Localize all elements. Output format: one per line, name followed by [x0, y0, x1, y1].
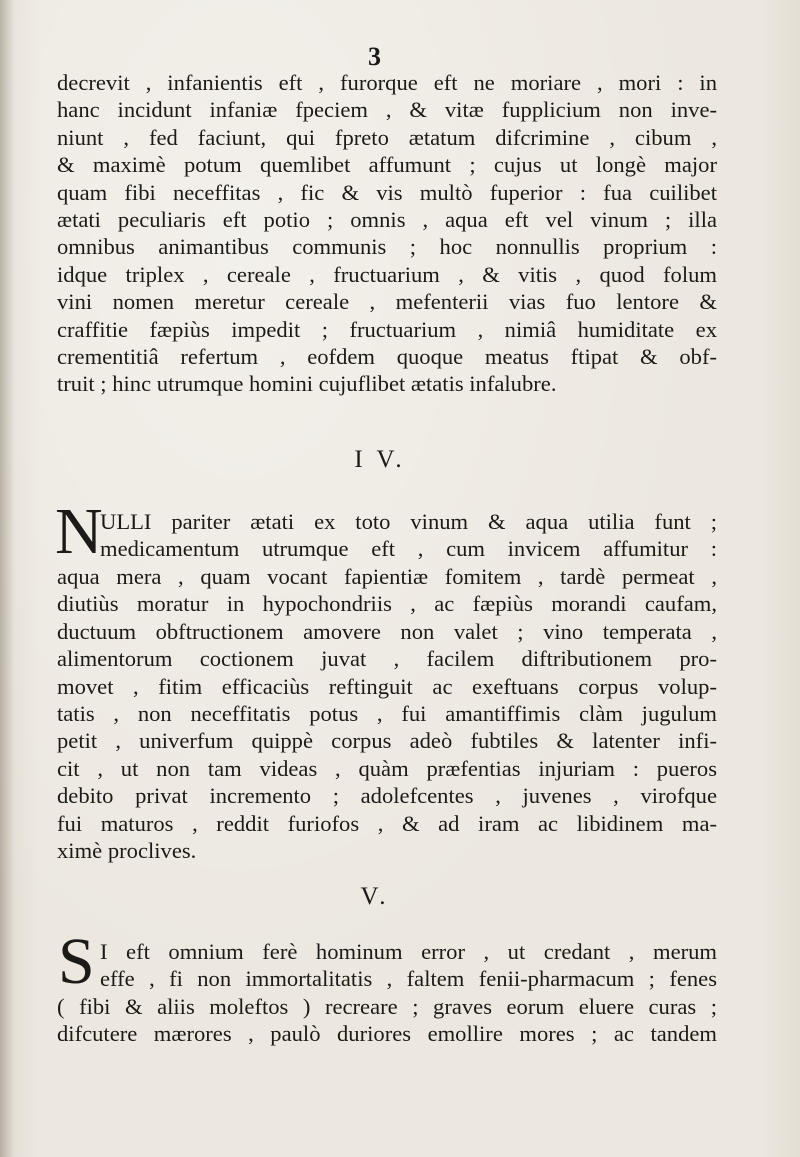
text-line: ULLI pariter ætati ex toto vinum & aqua utilia funt ;	[100, 509, 717, 534]
text-line: alimentorum coctionem juvat , facilem diftributionem pro-	[57, 646, 717, 672]
text-line: decrevit , infanientis eft , furorque eft ne moriare , mori : in	[57, 70, 717, 95]
text-line: niunt , fed faciunt, qui fpreto ætatum difcrimine , cibum ,	[57, 124, 717, 150]
text-line: ductuum obftructionem amovere non valet ; vino temperata ,	[57, 618, 717, 644]
text-line: vini nomen meretur cereale , mefenterii vias fuo lentore &	[57, 289, 717, 315]
text-line: fui maturos , reddit furiofos , & ad iram ac libidinem ma-	[57, 810, 717, 836]
section-v-body	[57, 993, 717, 1048]
text-line: omnibus animantibus communis ; hoc nonnullis proprium :	[57, 234, 717, 260]
drop-cap-n: N	[55, 495, 103, 568]
text-line: truit ; hinc utrumque homini cujuflibet ætatis infalubre.	[57, 371, 557, 397]
page-edge-shadow	[0, 0, 14, 1157]
text-line: quam fibi neceffitas , fic & vis multò fuperior : fua cuilibet	[57, 179, 717, 205]
section-v-opening	[100, 938, 717, 993]
section-heading-v: V.	[360, 883, 390, 910]
page-number: 3	[368, 42, 381, 71]
text-line: medicamentum utrumque eft , cum invicem affumitur :	[100, 536, 717, 562]
section-iv-opening	[100, 508, 717, 563]
paragraph-continuation	[57, 69, 717, 398]
text-line: ( fibi & aliis moleftos ) recreare ; graves eorum eluere curas ;	[57, 994, 717, 1019]
text-line: ximè proclives.	[57, 837, 197, 863]
text-line: petit , univerfum quippè corpus adeò fubtiles & latenter infi-	[57, 728, 717, 754]
text-line: cit , ut non tam videas , quàm præfentias injuriam : pueros	[57, 755, 717, 781]
text-line: difcutere mærores , paulò duriores emollire mores ; ac tandem	[57, 1021, 717, 1047]
text-line: craffitie fæpiùs impedit ; fructuarium , nimiâ humiditate ex	[57, 316, 717, 342]
text-line: effe , fi non immortalitatis , faltem fenii-pharmacum ; fenes	[100, 966, 717, 992]
text-line: ætati peculiaris eft potio ; omnis , aqua eft vel vinum ; illa	[57, 206, 717, 232]
text-line: & maximè potum quemlibet affumunt ; cujus ut longè major	[57, 152, 717, 178]
text-line: diutiùs moratur in hypochondriis , ac fæpiùs morandi caufam,	[57, 591, 717, 617]
text-line: idque triplex , cereale , fructuarium , & vitis , quod folum	[57, 261, 717, 287]
section-heading-iv: I V.	[354, 446, 406, 473]
drop-cap-s: S	[58, 925, 95, 998]
section-iv-body	[57, 563, 717, 864]
text-line: movet , fitim efficaciùs reftinguit ac exeftuans corpus volup-	[57, 673, 717, 699]
text-line: aqua mera , quam vocant fapientiæ fomitem , tardè permeat ,	[57, 564, 717, 589]
text-line: I eft omnium ferè hominum error , ut credant , merum	[100, 939, 717, 964]
text-line: tatis , non neceffitatis potus , fui amantiffimis clàm jugulum	[57, 700, 717, 726]
text-line: crementitiâ refertum , eofdem quoque meatus ftipat & obf-	[57, 343, 717, 369]
text-line: debito privat incremento ; adolefcentes , juvenes , virofque	[57, 783, 717, 809]
text-line: hanc incidunt infaniæ fpeciem , & vitæ fupplicium non inve-	[57, 97, 717, 123]
